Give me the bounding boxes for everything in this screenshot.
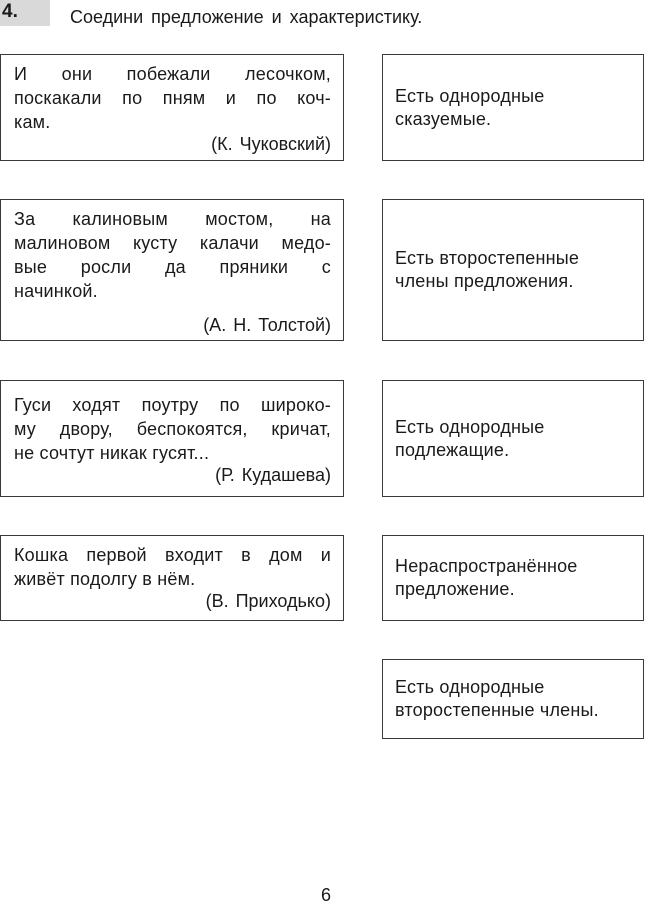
characteristic-line: второстепенные члены. xyxy=(395,700,599,720)
sentence-line: И они побежали лесочком, xyxy=(14,64,331,84)
sentence-card[interactable] xyxy=(0,535,344,621)
characteristic-line: Есть второстепенные xyxy=(395,248,580,268)
characteristic-card[interactable] xyxy=(382,659,644,739)
characteristic-card[interactable] xyxy=(382,199,644,341)
sentence-line: малиновом кусту калачи медо- xyxy=(14,233,331,253)
characteristic-line: Есть однородные xyxy=(395,85,545,106)
sentence-line: Кошка первой входит в дом и xyxy=(14,545,331,565)
sentence-card[interactable] xyxy=(0,54,344,161)
sentence-author: (А. Н. Толстой) xyxy=(203,315,331,335)
characteristic-line: члены предложения. xyxy=(395,271,574,291)
characteristic-line: Есть однородные xyxy=(395,416,545,437)
sentence-author: (Р. Кудашева) xyxy=(215,465,331,485)
task-title: Соедини предложение и характеристику. xyxy=(70,7,423,27)
sentence-author: (В. Приходько) xyxy=(205,591,331,611)
characteristic-line: сказуемые. xyxy=(395,108,492,129)
characteristic-card[interactable] xyxy=(382,54,644,161)
sentence-line: живёт подолгу в нём. xyxy=(14,569,196,589)
sentence-line: вые росли да пряники с xyxy=(14,257,331,277)
sentence-line: За калиновым мостом, на xyxy=(14,209,331,229)
sentence-line: му двору, беспокоятся, кричат, xyxy=(14,419,331,439)
sentence-line: начинкой. xyxy=(14,281,98,301)
sentence-card[interactable] xyxy=(0,199,344,341)
characteristic-line: подлежащие. xyxy=(395,439,510,460)
sentence-author: (К. Чуковский) xyxy=(211,134,331,154)
sentence-line: кам. xyxy=(14,112,51,132)
characteristic-line: Есть однородные xyxy=(395,677,545,697)
task-number: 4. xyxy=(0,0,50,26)
sentence-card[interactable] xyxy=(0,380,344,497)
sentence-line: не сочтут никак гусят... xyxy=(14,443,210,463)
characteristic-line: предложение. xyxy=(395,579,515,599)
characteristic-card[interactable] xyxy=(382,380,644,497)
sentence-line: поскакали по пням и по коч- xyxy=(14,88,331,108)
characteristic-card[interactable] xyxy=(382,535,644,621)
page-number: 6 xyxy=(320,885,331,905)
sentence-line: Гуси ходят поутру по широко- xyxy=(14,395,331,415)
characteristic-line: Нераспространённое xyxy=(395,556,578,576)
